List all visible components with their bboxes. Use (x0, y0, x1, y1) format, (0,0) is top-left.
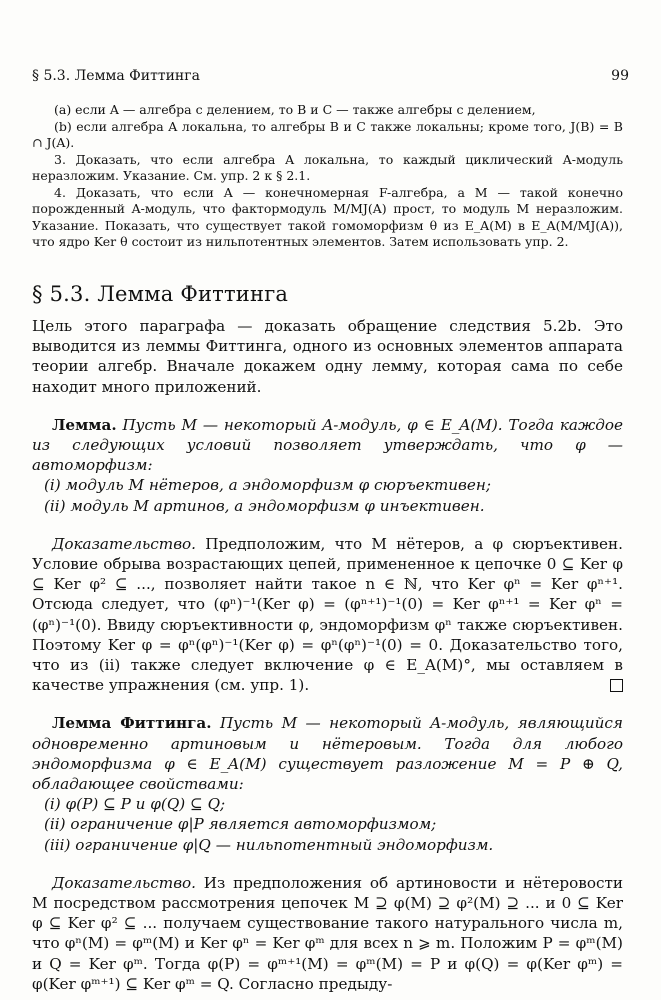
lemma-item: (ii) модуль M артинов, а эндоморфизм φ инъективен. (44, 496, 485, 515)
fitting-item: (iii) ограничение φ|Q — нильпотентный эндоморфизм. (44, 835, 494, 854)
exercise-item: (a) если A — алгебра с делением, то B и C — также алгебры с делением, (54, 102, 536, 117)
fitting-label: Лемма Фиттинга. (52, 714, 212, 733)
proof-paragraph-2 (32, 873, 623, 994)
main-text (32, 316, 623, 994)
fitting-paragraph (32, 713, 623, 794)
proof-text: Предположим, что M нётеров, а φ сюръективен. Условие обрыва возрастающих цепей, примененное к цепочке 0 ⊆ Ker φ ⊆ Ker φ² ⊆ ..., позволяет найти такое n ∈ ℕ, что Ker φⁿ = Ker φⁿ⁺¹. Отсюда следует, что (φⁿ)⁻¹(Ker φ) = (φⁿ⁺¹)⁻¹(0) = Ker φⁿ⁺¹ = Ker φⁿ = (φⁿ)⁻¹(0). Ввиду сюръективности φ, эндоморфизм φⁿ также сюръективен. Поэтому Ker φ = φⁿ(φⁿ)⁻¹(Ker φ) = φⁿ(φⁿ)⁻¹(0) = 0. Доказательство того, что из (ii) также следует включение φ ∈ E_A(M)°, мы оставляем в качестве упражнения (см. упр. 1). (32, 534, 623, 695)
proof-paragraph (32, 534, 623, 696)
lemma-label: Лемма. (52, 415, 117, 434)
exercises-block (32, 102, 623, 251)
fitting-item: (i) φ(P) ⊆ P и φ(Q) ⊆ Q; (44, 795, 226, 814)
running-title: § 5.3. Лемма Фиттинга (32, 68, 200, 84)
lemma-paragraph (32, 415, 623, 476)
fitting-item: (ii) ограничение φ|P является автоморфизмом; (44, 815, 437, 834)
exercise-item: 3. Доказать, что если алгебра A локальна, то каждый циклический A-модуль неразложим. Указание. См. упр. 2 к § 2.1. (32, 151, 623, 183)
lemma-item: (i) модуль M нётеров, а эндоморфизм φ сюръективен; (44, 476, 491, 495)
qed-square-icon (610, 679, 623, 692)
proof-label: Доказательство. (52, 534, 196, 553)
intro-paragraph: Цель этого параграфа — доказать обращение следствия 5.2b. Это выводится из леммы Фиттинга, одного из основных элементов аппарата теории алгебр. Вначале докажем одну лемму, которая сама по себе находит много приложений. (32, 317, 623, 396)
exercise-item: 4. Доказать, что если A — конечномерная F-алгебра, а M — такой конечно порожденный A-модуль, что фактормодуль M/MJ(A) прост, то модуль M неразложим. Указание. Показать, что существует такой гомоморфизм θ из E_A(M) в E_A(M/MJ(A)), что ядро Ker θ состоит из нильпотентных элементов. Затем использовать упр. 2. (32, 184, 623, 249)
exercise-item: (b) если алгебра A локальна, то алгебры B и C также локальны; кроме того, J(B) = B ∩ J(A). (32, 118, 623, 150)
page-number: 99 (611, 68, 629, 84)
lemma-statement: Пусть M — некоторый A-модуль, φ ∈ E_A(M). Тогда каждое из следующих условий позволяет утверждать, что φ — автоморфизм: (32, 415, 624, 475)
fitting-statement: Пусть M — некоторый A-модуль, являющийся одновременно артиновым и нётеровым. Тогда для любого эндоморфизма φ ∈ E_A(M) существует разложение M = P ⊕ Q, обладающее свойствами: (32, 714, 623, 794)
section-title: § 5.3. Лемма Фиттинга (32, 282, 289, 306)
proof-text-2: Из предположения об артиновости и нётеровости M посредством рассмотрения цепочек M ⊇ φ(M) ⊇ φ²(M) ⊇ ... и 0 ⊆ Ker φ ⊆ Ker φ² ⊆ ... получаем существование такого натурального числа m, что φⁿ(M) = φᵐ(M) и Ker φⁿ = Ker φᵐ для всех n ⩾ m. Положим P = φᵐ(M) и Q = Ker φᵐ. Тогда φ(P) = φᵐ⁺¹(M) = φᵐ(M) = P и φ(Q) = φ(Ker φᵐ) = φ(Ker φᵐ⁺¹) ⊆ Ker φᵐ = Q. Согласно предыду- (32, 873, 623, 993)
proof-label-2: Доказательство. (52, 873, 196, 892)
running-header (32, 68, 629, 84)
